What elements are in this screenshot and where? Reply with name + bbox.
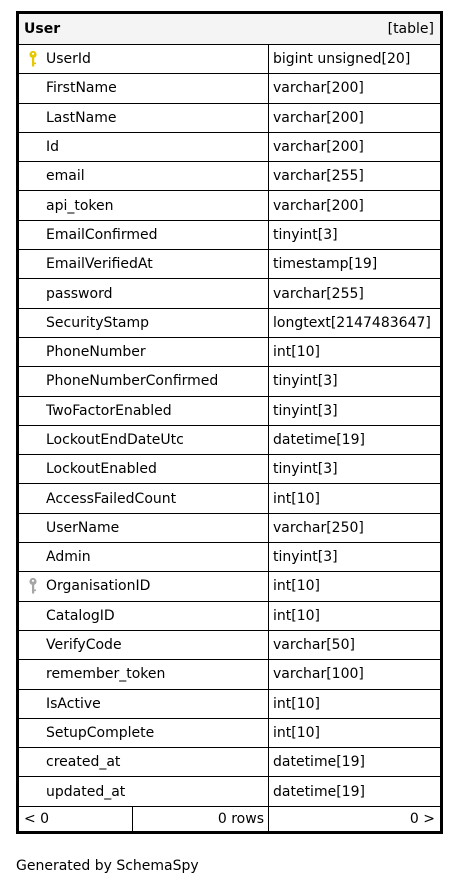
column-name: LockoutEndDateUtc (46, 432, 184, 448)
column-type: varchar[200] (273, 80, 364, 97)
column-name: IsActive (46, 695, 101, 712)
column-row[interactable] (19, 543, 440, 572)
column-row[interactable] (19, 631, 440, 660)
column-name: remember_token (46, 666, 166, 683)
column-name-cell (19, 367, 269, 395)
column-name-cell (19, 397, 269, 425)
column-row[interactable] (19, 250, 440, 279)
column-name-cell (19, 748, 269, 776)
column-row[interactable] (19, 660, 440, 689)
column-row[interactable] (19, 426, 440, 455)
column-name-cell (19, 221, 269, 249)
column-row[interactable] (19, 45, 440, 74)
column-type: varchar[255] (273, 285, 364, 302)
column-name-cell (19, 543, 269, 571)
column-type: int[10] (273, 578, 320, 595)
table-name: User (24, 21, 61, 37)
column-name: CatalogID (46, 607, 115, 624)
foreign-key-icon (27, 577, 39, 595)
column-name-cell (19, 572, 269, 600)
column-type: datetime[19] (273, 754, 365, 771)
column-name-cell (19, 279, 269, 307)
column-type: datetime[19] (273, 783, 365, 800)
column-type: bigint unsigned[20] (273, 51, 411, 68)
column-name: api_token (46, 197, 114, 214)
column-row[interactable] (19, 104, 440, 133)
column-name-cell (19, 514, 269, 542)
column-name-cell (19, 191, 269, 219)
column-row[interactable] (19, 690, 440, 719)
column-name: TwoFactorEnabled (46, 402, 172, 419)
user-table-node[interactable] (16, 11, 443, 834)
column-type: timestamp[19] (273, 256, 378, 273)
column-row[interactable] (19, 191, 440, 220)
column-name-cell (19, 250, 269, 278)
column-type: varchar[50] (273, 637, 355, 654)
column-name: updated_at (46, 783, 126, 800)
column-name-cell (19, 719, 269, 747)
column-row[interactable] (19, 777, 440, 806)
table-kind-label: [table] (387, 21, 434, 37)
table-header (19, 14, 440, 45)
column-name: PhoneNumber (46, 344, 146, 361)
column-type: tinyint[3] (273, 226, 338, 243)
column-name: UserId (46, 51, 91, 68)
column-name: created_at (46, 754, 121, 771)
column-type: tinyint[3] (273, 402, 338, 419)
column-name: EmailVerifiedAt (46, 256, 153, 273)
column-type: longtext[2147483647] (273, 314, 431, 331)
row-count: 0 rows (133, 807, 269, 831)
column-row[interactable] (19, 162, 440, 191)
column-type: tinyint[3] (273, 549, 338, 566)
column-name: EmailConfirmed (46, 226, 158, 243)
column-name: Id (46, 139, 60, 156)
generated-by-caption: Generated by SchemaSpy (16, 858, 199, 874)
child-count-link[interactable]: 0 > (409, 810, 435, 827)
column-name: email (46, 168, 85, 185)
column-row[interactable] (19, 133, 440, 162)
column-type: datetime[19] (273, 432, 365, 448)
column-name: PhoneNumberConfirmed (46, 373, 219, 390)
column-name-cell (19, 133, 269, 161)
column-row[interactable] (19, 514, 440, 543)
primary-key-icon (27, 50, 39, 68)
column-type: varchar[200] (273, 197, 364, 214)
column-name: FirstName (46, 80, 117, 97)
column-name-cell (19, 660, 269, 688)
column-row[interactable] (19, 279, 440, 308)
column-type: int[10] (273, 724, 320, 741)
column-name-cell (19, 338, 269, 366)
column-list (19, 45, 440, 807)
column-row[interactable] (19, 338, 440, 367)
column-type: varchar[200] (273, 139, 364, 156)
column-row[interactable] (19, 602, 440, 631)
column-row[interactable] (19, 484, 440, 513)
column-type: int[10] (273, 607, 320, 624)
column-name: SecurityStamp (46, 314, 149, 331)
column-name: UserName (46, 519, 120, 536)
column-type: int[10] (273, 490, 320, 507)
column-type: varchar[250] (273, 519, 364, 536)
column-name: LastName (46, 109, 117, 126)
column-row[interactable] (19, 719, 440, 748)
column-row[interactable] (19, 455, 440, 484)
column-name: OrganisationID (46, 578, 151, 595)
column-name-cell (19, 777, 269, 805)
column-name: LockoutEnabled (46, 461, 157, 478)
column-name-cell (19, 309, 269, 337)
column-name-cell (19, 602, 269, 630)
column-row[interactable] (19, 309, 440, 338)
column-type: varchar[100] (273, 666, 364, 683)
table-footer (19, 807, 440, 831)
column-row[interactable] (19, 572, 440, 601)
column-name: SetupComplete (46, 724, 155, 741)
column-name-cell (19, 45, 269, 73)
parent-count-link[interactable]: < 0 (19, 807, 133, 831)
column-type: tinyint[3] (273, 373, 338, 390)
column-name-cell (19, 631, 269, 659)
column-row[interactable] (19, 221, 440, 250)
column-type: varchar[200] (273, 109, 364, 126)
column-type: tinyint[3] (273, 461, 338, 478)
column-name-cell (19, 74, 269, 102)
column-name-cell (19, 426, 269, 454)
column-name-cell (19, 162, 269, 190)
column-type: int[10] (273, 344, 320, 361)
column-row[interactable] (19, 367, 440, 396)
column-name: Admin (46, 549, 91, 566)
column-type: int[10] (273, 695, 320, 712)
column-name: AccessFailedCount (46, 490, 177, 507)
column-row[interactable] (19, 74, 440, 103)
column-name-cell (19, 690, 269, 718)
column-row[interactable] (19, 748, 440, 777)
column-name-cell (19, 484, 269, 512)
column-name-cell (19, 104, 269, 132)
column-type: varchar[255] (273, 168, 364, 185)
column-name: VerifyCode (46, 637, 122, 654)
column-row[interactable] (19, 397, 440, 426)
column-name: password (46, 285, 113, 302)
column-name-cell (19, 455, 269, 483)
